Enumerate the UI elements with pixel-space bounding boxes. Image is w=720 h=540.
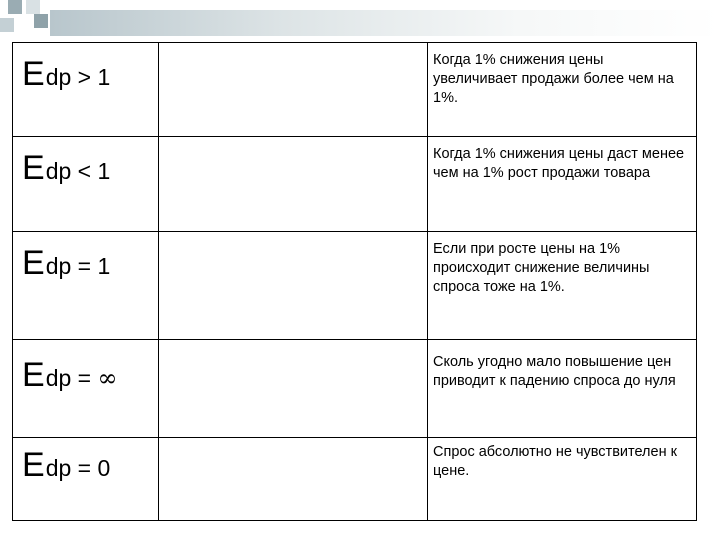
description-cell: [428, 340, 697, 438]
empty-cell: [159, 438, 428, 521]
header-decoration: [0, 0, 720, 40]
formula: [13, 232, 158, 283]
formula-text: dp < 1: [45, 158, 111, 184]
description-cell: [428, 137, 697, 232]
deco-square-light: [26, 0, 40, 14]
description-cell: [428, 232, 697, 340]
formula-text: dp = 1: [45, 253, 111, 279]
formula-cell: [13, 340, 159, 438]
formula-letter: E: [22, 244, 45, 282]
formula: [13, 137, 158, 188]
formula-text: dp > 1: [45, 64, 111, 90]
table-row: [13, 340, 697, 438]
formula: [13, 438, 158, 485]
description-cell: [428, 438, 697, 521]
empty-cell: [159, 340, 428, 438]
description-cell: [428, 43, 697, 137]
formula-text: dp = 0: [45, 455, 111, 481]
formula-letter: E: [22, 55, 45, 93]
table-row: [13, 232, 697, 340]
formula: [13, 43, 158, 94]
description-text: Если при росте цены на 1% происходит снижение величины спроса тоже на 1%.: [433, 241, 650, 295]
table-row: [13, 43, 697, 137]
description-text: Спрос абсолютно не чувствителен к цене.: [433, 444, 677, 479]
table-row: [13, 137, 697, 232]
formula-cell: [13, 43, 159, 137]
header-gradient-bar: [50, 10, 720, 36]
formula-cell: [13, 137, 159, 232]
empty-cell: [159, 137, 428, 232]
formula-cell: [13, 232, 159, 340]
deco-square-dark-2: [34, 14, 48, 28]
formula-letter: E: [22, 149, 45, 187]
deco-square-mid: [0, 18, 14, 32]
empty-cell: [159, 43, 428, 137]
elasticity-table: [12, 42, 697, 521]
table-row: [13, 438, 697, 521]
empty-cell: [159, 232, 428, 340]
formula-text: dp =: [45, 365, 98, 391]
deco-square-dark: [8, 0, 22, 14]
infinity-symbol: ∞: [97, 364, 118, 392]
formula-letter: E: [22, 356, 45, 394]
description-text: Сколь угодно мало повышение цен приводит к падению спроса до нуля: [433, 354, 676, 389]
formula-letter: E: [22, 446, 45, 484]
formula: [13, 340, 158, 395]
formula-cell: [13, 438, 159, 521]
description-text: Когда 1% снижения цены увеличивает продажи более чем на 1%.: [433, 52, 674, 106]
description-text: Когда 1% снижения цены даст менее чем на 1% рост продажи товара: [433, 146, 685, 181]
